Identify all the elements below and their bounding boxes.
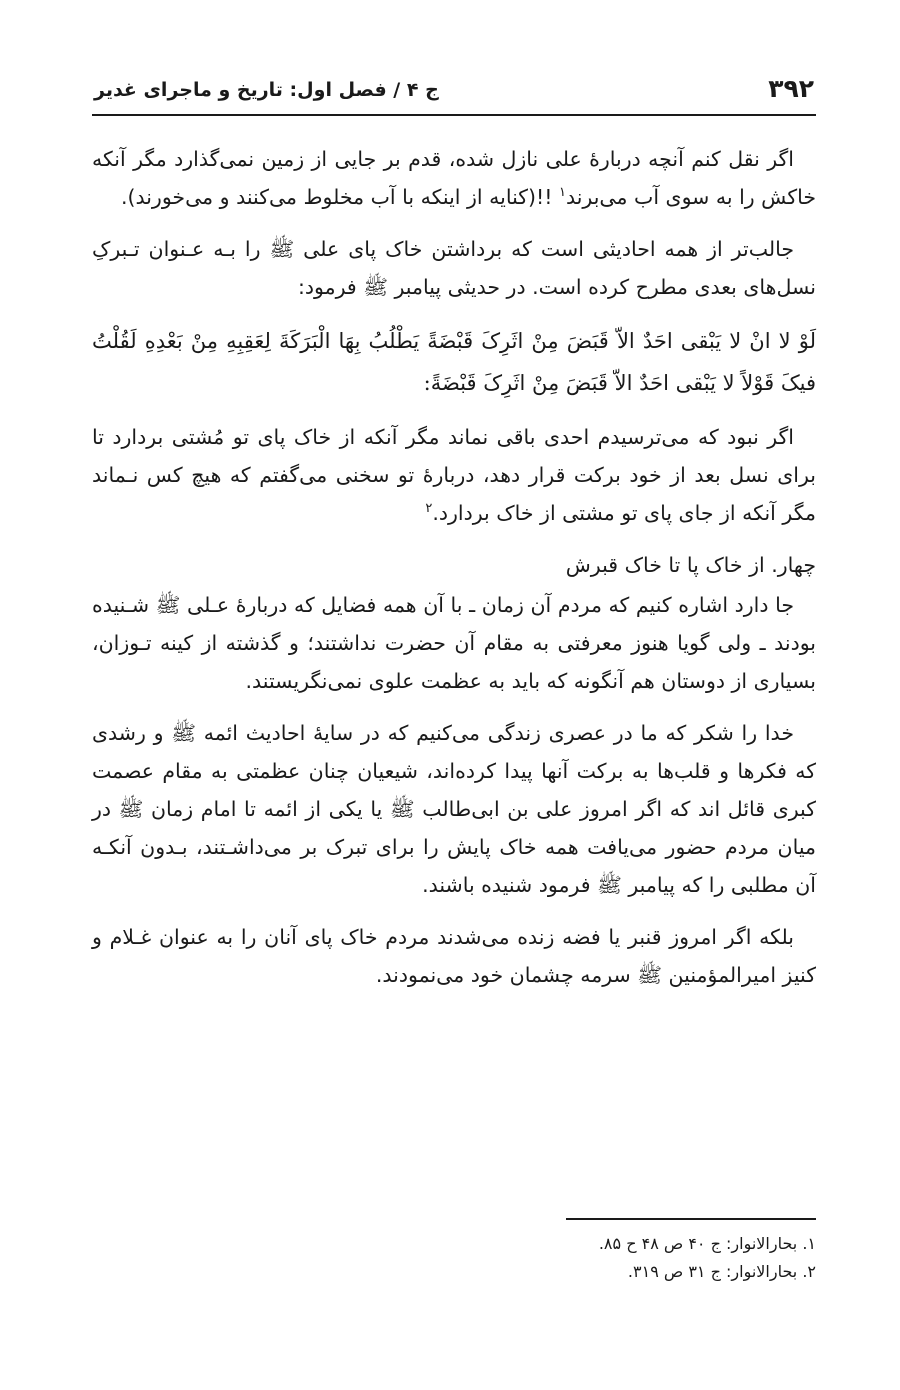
page-header: [92, 70, 816, 116]
footnote-1: ۱. بحارالانوار: ج ۴۰ ص ۴۸ ح ۸۵.: [598, 1234, 816, 1253]
paragraph-2: جالب‌تر از همه احادیثی است که برداشتن خاک پای علی ﷺ را بـه عـنوان تـبرکِ نسل‌های بعدی مطرح کرده است. در حدیثی پیامبر ﷺ فرمود:: [92, 237, 816, 299]
footnote-ref-1[interactable]: ۱: [558, 185, 566, 201]
paragraph-translation-text: اگر نبود که می‌ترسیدم احدی باقی نماند مگر آنکه از خاک پای تو مُشتی بردارد تا برای نسل بعد از خود برکت قرار دهد، دربارهٔ تو سخنی می‌گفتم که هیچ کس نـماند مگر آنکه از جای پای تو مشتی از خاک بردارد.: [92, 425, 816, 525]
footnote-2: ۲. بحارالانوار: ج ۳۱ ص ۳۱۹.: [627, 1262, 816, 1281]
running-title: ج ۴ / فصل اول: تاریخ و ماجرای غدیر: [94, 79, 439, 101]
paragraph-translation: [92, 418, 816, 532]
arabic-hadith: لَوْ لا انْ لا یَبْقی احَدٌ الاّ قَبَضَ مِنْ اثَرِکَ قَبْضَةً یَطْلُبُ بِهَا الْبَرَکَةَ لِعَقِبِهِ مِنْ بَعْدِهِ لَقُلْتُ فیکَ قَوْلاً لا یَبْقی احَدٌ الاّ قَبَضَ مِنْ اثَرِکَ قَبْضَةً:: [92, 329, 816, 395]
paragraph-1-tail: !!(کنایه از اینکه با آب مخلوط می‌کنند و می‌خورند).: [120, 185, 559, 209]
paragraph-1-text: اگر نقل کنم آنچه دربارهٔ علی نازل شده، قدم بر جایی از زمین نمی‌گذارد مگر آنکه خاکش را به سوی آب می‌برند: [92, 147, 816, 209]
paragraph-5: جا دارد اشاره کنیم که مردم آن زمان ـ با آن همه فضایل که دربارهٔ عـلی ﷺ شـنیده بودند ـ ولی گویا هنوز معرفتی به مقام آن حضرت نداشتند؛ و گذشته از کینه تـوزان، بسیاری از دوستان هم آنگونه که باید به عظمت علوی نمی‌نگریستند.: [92, 593, 816, 693]
book-page: [92, 0, 816, 1390]
page-number: ۳۹۲: [768, 74, 814, 103]
footnote-ref-2[interactable]: ۲: [425, 501, 433, 517]
section-title: چهار. از خاک پا تا خاک قبرش: [565, 553, 816, 577]
footnotes: [92, 1218, 816, 1286]
footnote-divider: [566, 1218, 816, 1220]
paragraph-7: بلکه اگر امروز قنبر یا فضه زنده می‌شدند مردم خاک پای آنان را به عنوان غـلام و کنیز امیرالمؤمنین ﷺ سرمه چشمان خود می‌نمودند.: [92, 925, 816, 987]
main-text: [92, 140, 816, 1008]
paragraph-1: [92, 140, 816, 216]
paragraph-6: خدا را شکر که ما در عصری زندگی می‌کنیم که در سایهٔ احادیث ائمه ﷺ و رشدی که فکرها و قلب‌ها به برکت آنها پیدا کرده‌اند، شیعیان چنان عظمتی به مقام عصمت کبری قائل اند که اگر امروز علی بن ابی‌طالب ﷺ یا یکی از ائمه تا امام زمان ﷺ در میان مردم حضور می‌یافت همه خاک پایش را برای تبرک بر می‌داشـتند، بـدون آنکـه آن مطلبی را که پیامبر ﷺ فرمود شنیده باشند.: [92, 721, 816, 897]
